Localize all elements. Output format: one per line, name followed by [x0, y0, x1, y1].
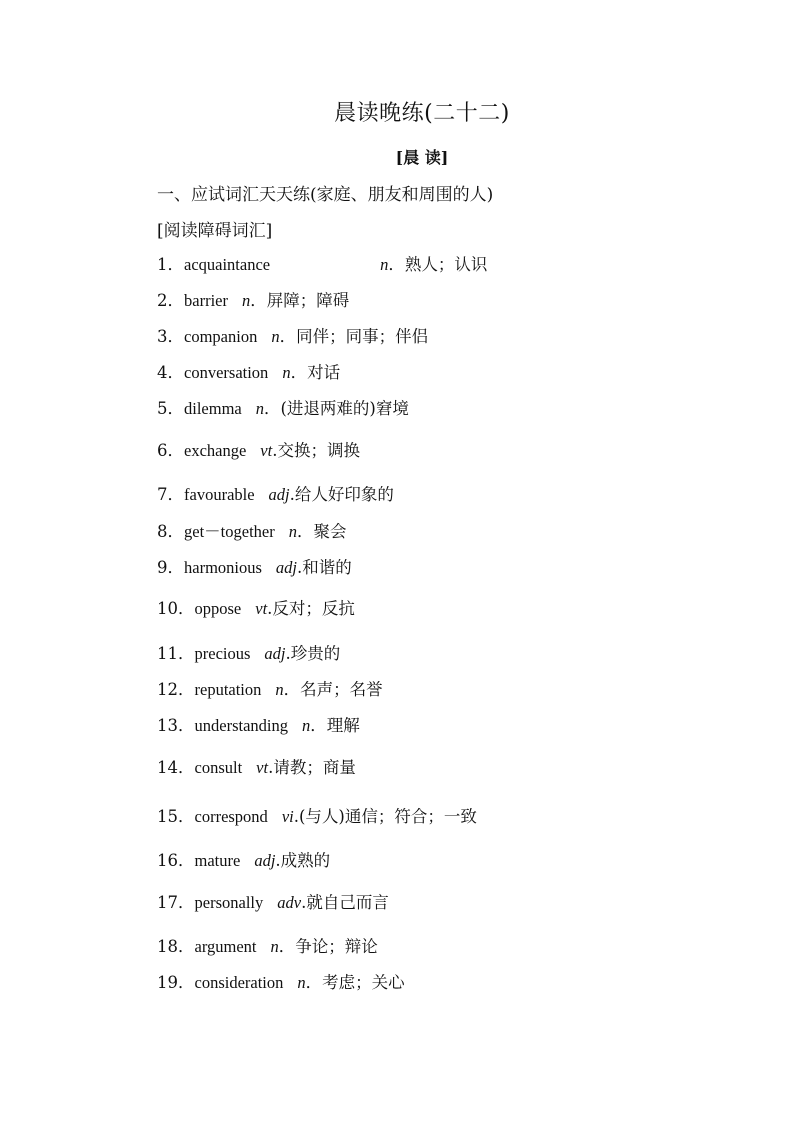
vocab-part-of-speech: n: [270, 937, 279, 956]
vocab-word: acquaintance: [184, 255, 271, 274]
vocab-meaning: 聚会: [313, 522, 347, 541]
vocab-meaning: 考虑；关心: [322, 973, 405, 992]
vocab-item: [157, 398, 409, 420]
vocab-word: consult: [194, 758, 243, 777]
vocab-separator: .: [285, 644, 291, 663]
vocab-number: 17．: [157, 893, 195, 912]
vocab-separator: .: [297, 558, 303, 577]
vocab-separator: ．: [283, 680, 301, 699]
vocab-number: 4．: [157, 363, 184, 382]
vocab-word: precious: [194, 644, 251, 663]
vocab-number: 14．: [157, 758, 195, 777]
vocab-part-of-speech: n: [271, 327, 280, 346]
vocab-separator: .: [275, 851, 281, 870]
vocab-word: argument: [194, 937, 257, 956]
vocab-part-of-speech: n: [255, 399, 264, 418]
vocab-item: [157, 598, 355, 620]
vocab-part-of-speech: vt: [256, 758, 269, 777]
vocab-part-of-speech: vt: [255, 599, 268, 618]
vocab-number: 15．: [157, 807, 195, 826]
vocab-meaning: 和谐的: [302, 558, 352, 577]
vocab-meaning: 熟人；认识: [404, 255, 488, 274]
vocab-part-of-speech: n: [301, 716, 311, 735]
vocab-part-of-speech: adv: [277, 893, 302, 912]
vocab-word: get－together: [184, 522, 275, 541]
vocab-word: dilemma: [184, 399, 242, 418]
vocab-meaning: 交换；调换: [277, 441, 360, 460]
vocab-separator: ．: [296, 522, 314, 541]
vocab-separator: ．: [310, 716, 327, 735]
vocab-word: understanding: [194, 716, 288, 735]
vocab-number: 7．: [157, 485, 184, 504]
vocab-item: [157, 757, 356, 779]
vocab-word: harmonious: [184, 558, 262, 577]
vocab-part-of-speech: n: [297, 973, 306, 992]
vocab-part-of-speech: adj: [275, 558, 298, 577]
vocab-meaning: 同伴；同事；伴侣: [296, 327, 429, 346]
vocab-word: personally: [194, 893, 264, 912]
vocab-item: [157, 484, 394, 506]
section-subhead: [晨 读]: [395, 148, 449, 167]
section-title: 一、应试词汇天天练(家庭、朋友和周围的人): [157, 185, 494, 205]
vocab-separator: ．: [263, 399, 281, 418]
vocab-number: 9．: [157, 558, 184, 577]
vocab-number: 8．: [157, 522, 184, 541]
vocab-part-of-speech: n: [288, 522, 297, 541]
vocab-item: [157, 936, 378, 958]
vocab-separator: ．: [278, 937, 296, 956]
vocab-meaning: 对话: [307, 363, 341, 382]
vocab-word: exchange: [184, 441, 247, 460]
vocab-meaning: 理解: [326, 716, 360, 735]
vocab-item: [157, 679, 383, 701]
vocab-separator: .: [293, 807, 299, 826]
vocab-item: [157, 290, 349, 312]
vocab-word: oppose: [194, 599, 242, 618]
vocab-separator: ．: [290, 363, 308, 382]
vocab-item: [157, 892, 389, 914]
vocab-word: mature: [194, 851, 241, 870]
vocab-part-of-speech: n: [241, 291, 251, 310]
vocab-part-of-speech: n: [275, 680, 284, 699]
vocab-part-of-speech: n: [282, 363, 291, 382]
vocab-number: 11．: [157, 644, 195, 663]
vocab-number: 18．: [157, 937, 195, 956]
vocab-item: [157, 850, 330, 872]
vocab-part-of-speech: vt: [260, 441, 273, 460]
vocab-meaning: 就自己而言: [306, 893, 389, 912]
vocab-part-of-speech: adj: [254, 851, 276, 870]
vocab-item: [157, 806, 477, 828]
vocab-separator: .: [268, 758, 274, 777]
vocab-separator: ．: [250, 291, 267, 310]
vocab-meaning: (与人)通信；符合；一致: [298, 807, 477, 826]
vocab-separator: .: [289, 485, 295, 504]
vocab-number: 13．: [157, 716, 195, 735]
vocab-number: 3．: [157, 327, 184, 346]
vocab-part-of-speech: adj: [268, 485, 290, 504]
vocab-meaning: 请教；商量: [273, 758, 356, 777]
vocab-word: companion: [184, 327, 258, 346]
vocab-separator: ．: [305, 973, 323, 992]
vocab-item: [157, 715, 360, 737]
page-title: 晨读晚练(二十二): [334, 101, 510, 126]
vocab-part-of-speech: adj: [264, 644, 286, 663]
vocab-meaning: 成熟的: [280, 851, 331, 870]
vocab-item: [157, 254, 487, 276]
vocab-word: conversation: [184, 363, 269, 382]
vocab-item: [157, 362, 340, 384]
vocab-item: [157, 643, 340, 665]
vocab-number: 5．: [157, 399, 184, 418]
vocab-meaning: 珍贵的: [290, 644, 341, 663]
vocab-item: [157, 440, 360, 462]
vocab-number: 19．: [157, 973, 195, 992]
vocab-separator: .: [272, 441, 278, 460]
vocab-separator: ．: [279, 327, 297, 346]
vocab-word: reputation: [194, 680, 262, 699]
vocab-item: [157, 521, 346, 543]
vocab-meaning: 名声；名誉: [300, 680, 383, 699]
vocab-meaning: 反对；反抗: [272, 599, 355, 618]
vocab-word: correspond: [194, 807, 268, 826]
vocab-number: 16．: [157, 851, 195, 870]
vocab-item: [157, 972, 405, 994]
vocab-word: favourable: [184, 485, 255, 504]
vocab-number: 2．: [157, 291, 184, 310]
vocab-separator: .: [267, 599, 273, 618]
vocab-word: barrier: [184, 291, 228, 310]
vocab-separator: ．: [388, 255, 405, 274]
vocab-meaning: 屏障；障碍: [266, 291, 350, 310]
vocab-item: [157, 326, 428, 348]
vocab-word: consideration: [194, 973, 284, 992]
list-header: [阅读障碍词汇]: [157, 221, 273, 241]
vocab-meaning: 争论；辩论: [295, 937, 378, 956]
vocab-meaning: (进退两难的)窘境: [280, 399, 409, 418]
vocab-number: 1．: [157, 255, 184, 274]
vocab-number: 12．: [157, 680, 195, 699]
vocab-item: [157, 557, 352, 579]
vocab-part-of-speech: vi: [281, 807, 294, 826]
vocab-separator: .: [301, 893, 307, 912]
vocab-number: 10．: [157, 599, 195, 618]
vocab-number: 6．: [157, 441, 184, 460]
vocab-part-of-speech: n: [380, 255, 389, 274]
vocab-meaning: 给人好印象的: [294, 485, 394, 504]
